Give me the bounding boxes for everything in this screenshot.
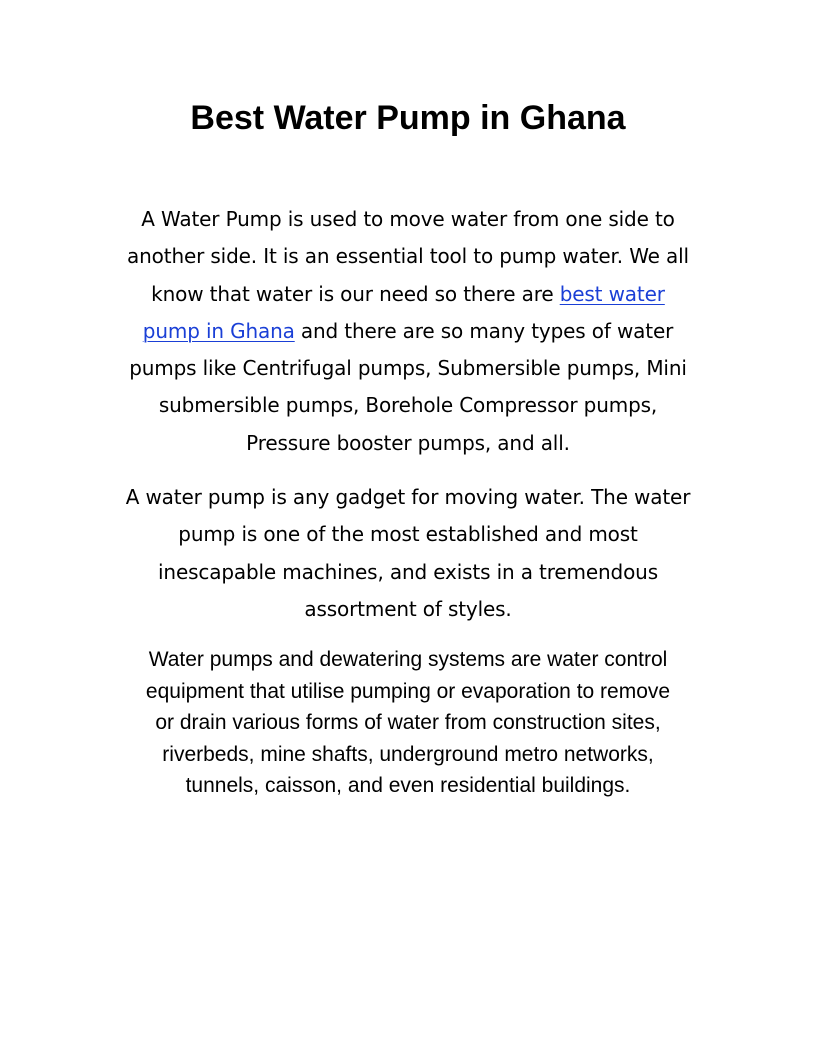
paragraph-line: pump is one of the most established and most <box>178 522 638 547</box>
paragraph-line: riverbeds, mine shafts, underground metro networks, <box>162 742 654 766</box>
paragraph-line: A Water Pump is used to move water from one side to <box>141 207 675 231</box>
paragraph-text: know that water is our need so there are <box>151 281 560 306</box>
paragraph-line <box>58 313 758 350</box>
paragraph-line: submersible pumps, Borehole Compressor pumps, <box>158 393 658 418</box>
paragraph-line: or drain various forms of water from construction sites, <box>155 711 661 734</box>
page-title: Best Water Pump in Ghana <box>190 99 626 137</box>
paragraph-line: another side. It is an essential tool to pump water. We all <box>127 244 689 269</box>
paragraph-text: and there are so many types of water <box>294 318 674 343</box>
paragraph-line: inescapable machines, and exists in a tremendous <box>158 559 658 584</box>
paragraph-line: tunnels, caisson, and even residential buildings. <box>185 774 631 797</box>
paragraph-line: equipment that utilise pumping or evaporation to remove <box>145 679 671 703</box>
paragraph-intro <box>58 201 758 462</box>
paragraph-line <box>58 276 758 313</box>
paragraph-line: A water pump is any gadget for moving water. The water <box>125 485 691 509</box>
best-water-pump-link-part1[interactable]: best water <box>559 281 665 306</box>
paragraph-line: pumps like Centrifugal pumps, Submersible pumps, Mini <box>129 356 687 381</box>
paragraph-line: Water pumps and dewatering systems are water control <box>148 648 668 671</box>
paragraph-line: assortment of styles. <box>304 596 512 621</box>
paragraph-dewatering <box>58 644 758 802</box>
best-water-pump-link-part2[interactable]: pump in Ghana <box>142 318 295 343</box>
paragraph-line: Pressure booster pumps, and all. <box>246 430 570 455</box>
paragraph-definition <box>58 479 758 628</box>
